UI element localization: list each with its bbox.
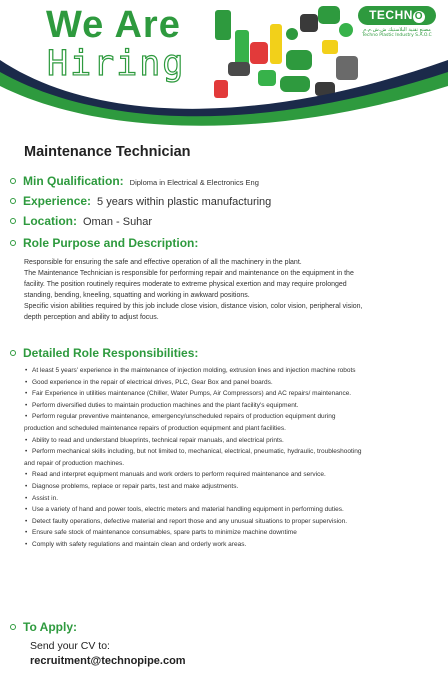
experience-row [10, 194, 271, 208]
logo-text: TECHN [369, 8, 413, 22]
apply-heading-row [10, 620, 77, 634]
list-item: • Ability to read and understand blueprints, technical repair manuals, and electrical prints. [24, 435, 440, 447]
list-item: • Read and interpret equipment manuals and work orders to perform required maintenance and service. [24, 469, 440, 481]
responsibilities-label: Detailed Role Responsibilities: [23, 346, 199, 360]
description-line: facility. The position routinely requires moderate to extreme physical exertion and may require prolonged [24, 281, 347, 288]
circle-bullet-icon [10, 240, 16, 246]
list-item: • Fair Experience in utilities maintenance (Chiller, Water Pumps, Air Compressors) and AC repairs/ maintenance. [24, 388, 440, 400]
description-line: standing, bending, kneeling, squatting and working in awkward positions. [24, 292, 250, 299]
circle-bullet-icon [10, 218, 16, 224]
description-line: Specific vision abilities required by this job include close vision, distance vision, color vision, peripheral vision, [24, 303, 363, 310]
list-item: • Perform regular preventive maintenance, emergency/unscheduled repairs of production equipment during [24, 411, 440, 423]
location-label: Location: [23, 214, 77, 228]
list-item: • Diagnose problems, replace or repair parts, test and make adjustments. [24, 481, 440, 493]
job-title: Maintenance Technician [24, 144, 191, 160]
experience-value: 5 years within plastic manufacturing [97, 196, 272, 208]
list-item: • Perform diversified duties to maintain production machines and the plant facility's equipment. [24, 400, 440, 412]
location-row [10, 214, 152, 228]
role-purpose-description [24, 257, 430, 323]
list-item: • Perform mechanical skills including, but not limited to, mechanical, electrical, pneumatic, hydraulic, troubleshooting [24, 446, 440, 458]
list-item: • Ensure safe stock of maintenance consumables, spare parts to minimize machine downtime [24, 527, 440, 539]
min-qualification-row [10, 174, 259, 188]
list-item: • Good experience in the repair of electrical drives, PLC, Gear Box and panel boards. [24, 377, 440, 389]
logo-subtitle: Techno Plastic Industry S.A.O.C [362, 33, 432, 38]
logo-badge [358, 6, 436, 25]
circle-bullet-icon [10, 624, 16, 630]
description-line: Responsible for ensuring the safe and effective operation of all the machinery in the plant. [24, 259, 302, 266]
list-item: • Comply with safety regulations and maintain clean and orderly work areas. [24, 539, 440, 551]
circle-bullet-icon [10, 350, 16, 356]
list-item: • At least 5 years' experience in the maintenance of injection molding, extrusion lines and injection machine robots [24, 365, 440, 377]
list-item: • Detect faulty operations, defective material and report those and any unusual situations to proper supervision. [24, 516, 440, 528]
description-line: depth perception and ability to adjust focus. [24, 314, 159, 321]
min-qualification-label: Min Qualification: [23, 174, 124, 188]
responsibilities-list [24, 365, 440, 551]
role-purpose-heading-row [10, 236, 204, 250]
company-logo [358, 6, 436, 38]
circle-bullet-icon [10, 198, 16, 204]
list-item: • Use a variety of hand and power tools, electric meters and material handling equipment in performing duties. [24, 504, 440, 516]
pipe-fittings-image [214, 6, 358, 98]
send-cv-text: Send your CV to: [30, 640, 110, 652]
logo-arabic-text: مصنع تقنية البلاستيك ش.ش.م.م [363, 27, 431, 33]
experience-label: Experience: [23, 194, 92, 208]
apply-email[interactable]: recruitment@technopipe.com [30, 655, 186, 667]
circle-bullet-icon [10, 178, 16, 184]
headline-we-are: We Are [46, 4, 181, 46]
apply-label: To Apply: [23, 620, 77, 634]
responsibilities-heading-row [10, 346, 204, 360]
logo-o: O [414, 11, 424, 22]
header-banner [0, 0, 448, 138]
list-item: and repair of production machines. [24, 459, 125, 467]
location-value: Oman - Suhar [83, 216, 153, 228]
role-purpose-label: Role Purpose and Description: [23, 236, 199, 250]
min-qualification-value: Diploma in Electrical & Electronics Eng [129, 178, 259, 187]
list-item: • Assist in. [24, 493, 440, 505]
description-line: The Maintenance Technician is responsible for performing repair and maintenance on the equipment in the [24, 270, 354, 277]
list-item: production and scheduled maintenance repairs of production equipment and plant facilities. [24, 424, 286, 432]
headline-hiring: Hiring [47, 44, 186, 84]
